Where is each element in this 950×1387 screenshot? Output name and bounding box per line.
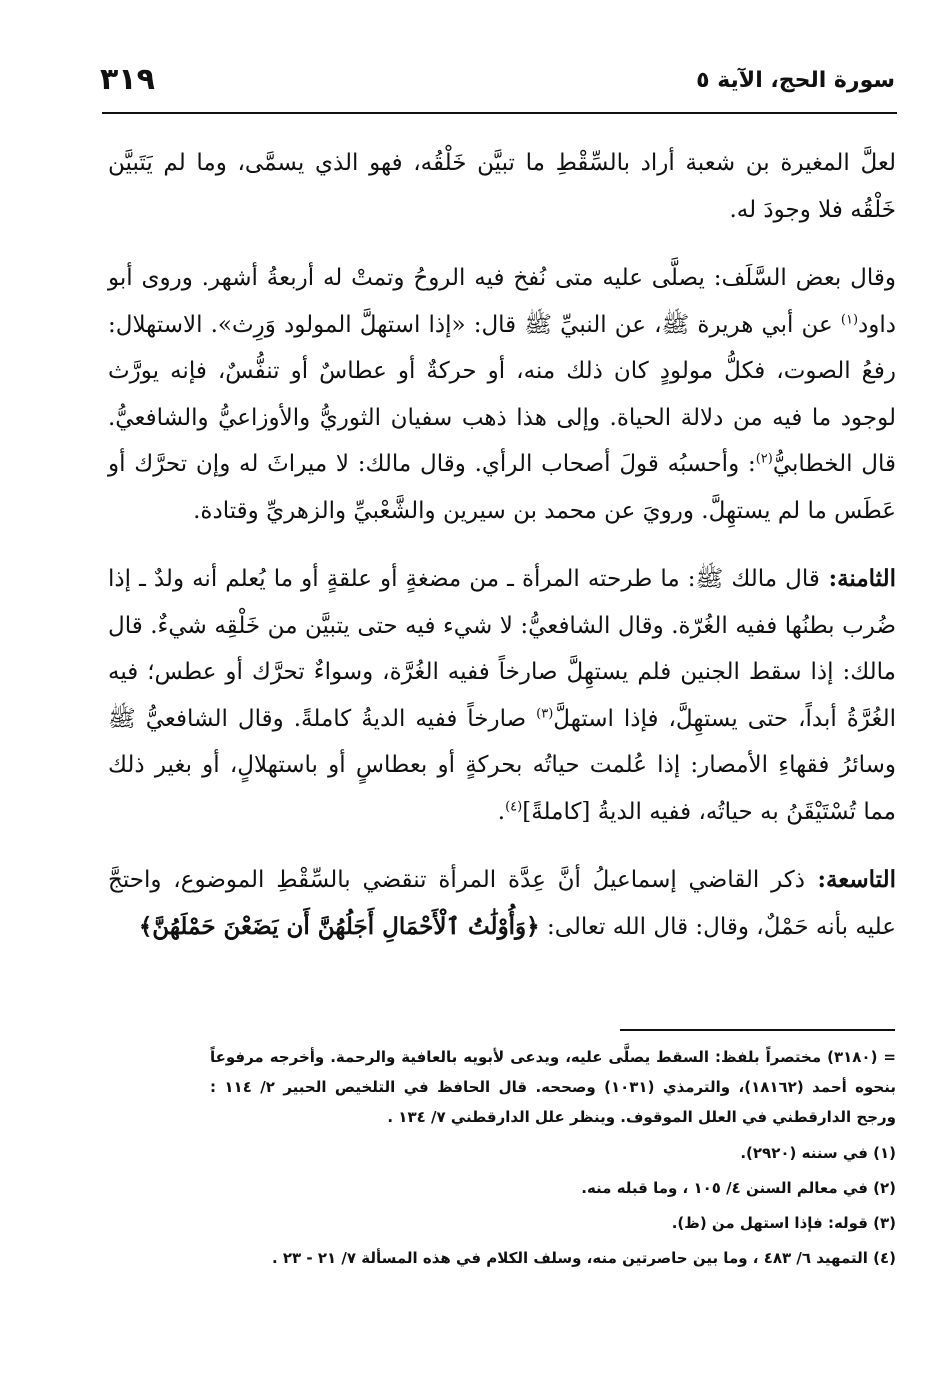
paragraph-3-text-3: . (497, 798, 506, 825)
footnote-divider (620, 1029, 895, 1031)
footnote-continuation: = (٣١٨٠) مختصراً بلفظ: السقط يصلَّى عليه، ويدعى لأبويه بالعافية والرحمة. وأخرجه مرفوعاً بنحوه أحمد (١٨١٦٢)، والترمذي (١٠٣١) وصححه. قال الحافظ في التلخيص الحبير ٢/ ١١٤ : ورجح الدارقطني في العلل الموقوف. وينظر علل الدارقطني ٧/ ١٣٤ . (210, 1048, 896, 1126)
footnote-ref-2[interactable]: (٢) (755, 451, 773, 467)
paragraph-2-text-2: عن أبي هريرة ﷺ، عن النبيِّ ﷺ قال: «إذا استهلَّ المولود وَرِث». الاستهلال: رفعُ الصوت، فكلُّ مولودٍ كان ذلك منه، أو حركةٌ أو عطاسٌ أو تنفُّسٌ، فإنه يورَّث لوجود ما فيه من دلالة الحياة. وإلى هذا ذهب سفيان الثوريُّ والأوزاعيُّ والشافعيُّ. قال الخطابيُّ (108, 311, 897, 477)
header-divider (102, 112, 897, 114)
paragraph-2 (108, 255, 896, 534)
page-header (100, 62, 895, 110)
footnote-item: (٢) في معالم السنن ٤/ ١٠٥ ، وما قبله منه. (581, 1179, 896, 1197)
footnote-item: (٣) قوله: فإذا استهل من (ظ). (671, 1214, 896, 1232)
paragraph-1: لعلَّ المغيرة بن شعبة أراد بالسِّقْطِ ما تبيَّن خَلْقُه، فهو الذي يسمَّى، وما لم يَتَبيَّن خَلْقُه فلا وجودَ له. (108, 150, 896, 223)
paragraph-4 (108, 857, 896, 950)
paragraph-3-text-1: قال مالك ﷺ: ما طرحته المرأة ـ من مضغةٍ أو علقةٍ أو ما يُعلم أنه ولدٌ ـ إذا ضُرب بطنُها ففيه الغُرّة. وقال الشافعيُّ: لا شيء فيه حتى يتبيَّن من خَلْقِه شيءٌ. قال مالك: إذا سقط الجنين فلم يستهِلَّ صارخاً ففيه الغُرَّة، وسواءٌ تحرَّك أو عطس؛ فيه الغُرَّةُ أبداً، حتى يستهِلَّ، فإذا استهلَّ (108, 566, 896, 732)
footnotes (210, 1042, 896, 1280)
surah-label: سورة الحج، الآية ٥ (696, 68, 895, 93)
footnote-item: (١) في سننه (٢٩٢٠). (740, 1144, 896, 1162)
main-text (108, 140, 896, 950)
paragraph-2-text-3: : وأحسبُه قولَ أصحاب الرأي. وقال مالك: لا ميراثَ له وإن تحرَّك أو عَطَس ما لم يستهِلَّ. ورويَ عن محمد بن سيرين والشَّعْبيِّ والزهريِّ وقتادة. (108, 451, 896, 524)
paragraph-2-text-1: وقال بعض السَّلَف: يصلَّى عليه متى نُفخ فيه الروحُ وتمتْ له أربعةُ أشهر. وروى أبو داود (108, 265, 896, 338)
section-heading-eighth: الثامنة: (819, 565, 897, 592)
paragraph-4-text: ذكر القاضي إسماعيلُ أنَّ عِدَّة المرأة تنقضي بالسِّقْطِ الموضوع، واحتجَّ عليه بأنه حَمْلٌ، وقال: قال الله تعالى: (108, 867, 896, 940)
footnote-ref-4[interactable]: (٤) (505, 798, 523, 814)
footnote-item: (٤) التمهيد ٦/ ٤٨٣ ، وما بين حاصرتين منه، وسلف الكلام في هذه المسألة ٧/ ٢١ - ٢٣ . (271, 1249, 896, 1267)
paragraph-3 (108, 556, 896, 835)
paragraph-3-text-2: صارخاً ففيه الديةُ كاملةً. وقال الشافعيُّ ﷺ وسائرُ فقهاءِ الأمصار: إذا عُلمت حياتُه بحركةٍ أو بعطاسٍ أو باستهلالٍ، أو بغير ذلك مما تُسْتَيْقَنُ به حياتُه، ففيه الديةُ [كاملةً] (108, 705, 896, 825)
section-heading-ninth: التاسعة: (804, 866, 896, 893)
quran-verse: ﴿وَأُوْلَٰتُ ٱلْأَحْمَالِ أَجَلُهُنَّ أَن يَضَعْنَ حَمْلَهُنَّ﴾ (138, 912, 540, 940)
footnote-ref-1[interactable]: (١) (840, 311, 859, 327)
footnote-ref-3[interactable]: (٣) (536, 705, 554, 721)
page-number: ٣١٩ (100, 62, 155, 97)
